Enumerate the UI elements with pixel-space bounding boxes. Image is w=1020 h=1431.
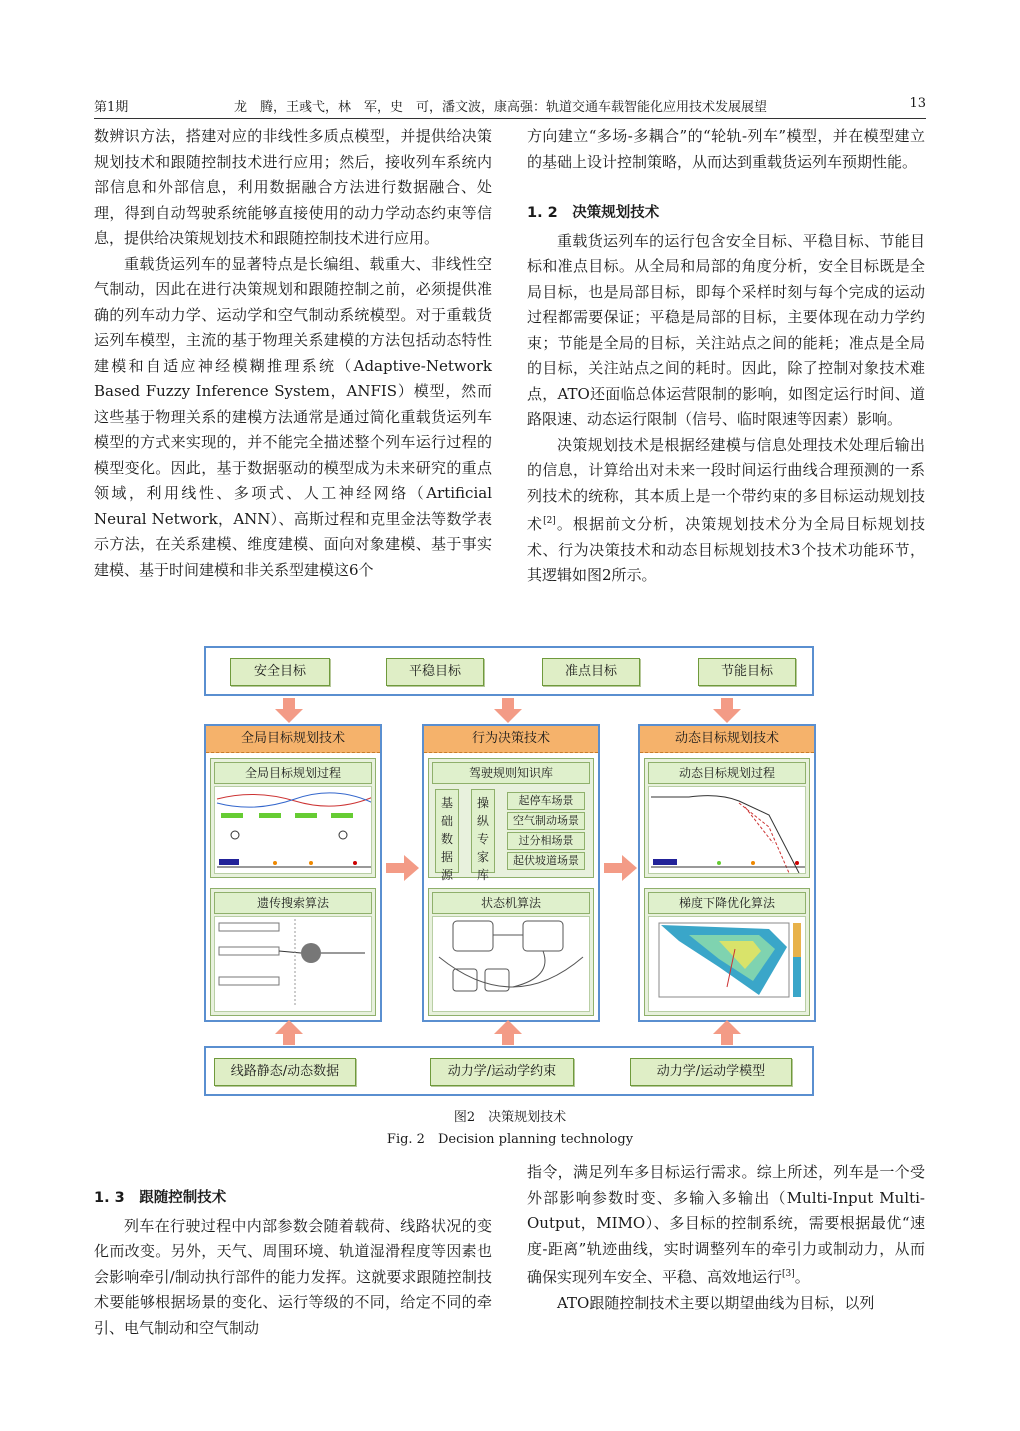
driving-rules-kb-title: 驾驶规则知识库 bbox=[432, 762, 590, 784]
input-line-data: 线路静态/动态数据 bbox=[214, 1058, 356, 1086]
citation-2: [2] bbox=[543, 516, 556, 526]
panel-global-planning bbox=[204, 724, 382, 1022]
bottom-left-paragraph: 列车在行驶过程中内部参数会随着载荷、线路状况的变化而改变。另外，天气、周围环境、轨道湿滑程度等因素也会影响牵引/制动执行部件的能力发挥。这就要求跟随控制技术要能够根据场景的变化、运行等级的不同，给定不同的牵引、电气制动和空气制动 bbox=[94, 1216, 492, 1337]
arrow-up-1 bbox=[274, 1020, 304, 1046]
goals-bar bbox=[204, 646, 814, 696]
bottom-left-column bbox=[94, 1186, 492, 1341]
gradient-descent-graphic bbox=[648, 916, 806, 1012]
global-planning-process-graphic bbox=[214, 786, 372, 874]
left-paragraph-1: 数辨识方法，搭建对应的非线性多质点模型，并提供给决策规划技术和跟随控制技术进行应用；然后，接收列车系统内部信息和外部信息，利用数据融合方法进行数据融合、处理，得到自动驾驶系统能够直接使用的动力学动态约束等信息，提供给决策规划技术和跟随控制技术进行应用。 bbox=[94, 127, 492, 247]
panel-dynamic-planning-title: 动态目标规划技术 bbox=[640, 726, 814, 753]
arrow-up-3 bbox=[712, 1020, 742, 1046]
dynamic-planning-process-title: 动态目标规划过程 bbox=[648, 762, 806, 784]
left-column bbox=[94, 124, 492, 583]
right-paragraph-1: 方向建立“多场-多耦合”的“轮轨-列车”模型，并在模型建立的基础上设计控制策略，从而达到重载货运列车预期性能。 bbox=[527, 127, 925, 171]
right-paragraph-3: 决策规划技术是根据经建模与信息处理技术处理后输出的信息，计算给出对未来一段时间运行曲线合理预测的一系列技术的统称，其本质上是一个带约束的多目标运动规划技术[2]。根据前文分析，决策规划技术分为全局目标规划技术、行为决策技术和动态目标规划技术3个技术功能环节，其逻辑如图2所示。 bbox=[527, 435, 925, 584]
dynamic-planning-process-box bbox=[644, 758, 810, 878]
panel-global-planning-title: 全局目标规划技术 bbox=[206, 726, 380, 753]
arrow-right-2 bbox=[604, 854, 638, 882]
authors-title: 龙 腾，王彧弋，林 军，史 可，潘文波，康高强：轨道交通车载智能化应用技术发展展望 bbox=[234, 100, 768, 115]
dynamic-planning-process-graphic bbox=[648, 786, 806, 874]
arrow-down-1 bbox=[274, 698, 304, 724]
goal-safety: 安全目标 bbox=[230, 658, 330, 686]
input-dynamics-model: 动力学/运动学模型 bbox=[630, 1058, 792, 1086]
bottom-right-column bbox=[527, 1160, 925, 1316]
right-paragraph-2: 重载货运列车的运行包含安全目标、平稳目标、节能目标和准点目标。从全局和局部的角度分析，安全目标既是全局目标，也是局部目标，即每个采样时刻与每个完成的运动过程都需要保证；平稳是局部的目标，主要体现在动力学约束；节能是全局的目标，关注站点之间的能耗；准点是全局的目标，关注站点之间的耗时。因此，除了控制对象技术难点，ATO还面临总体运营限制的影响，如图定运行时间、道路限速、动态运行限制（信号、临时限速等因素）影响。 bbox=[527, 231, 925, 428]
arrow-down-2 bbox=[493, 698, 523, 724]
arrow-down-3 bbox=[712, 698, 742, 724]
gradient-descent-box bbox=[644, 888, 810, 1016]
kb-scene-undulating-slope: 起伏坡道场景 bbox=[507, 852, 585, 870]
figure-caption-en: Fig. 2 Decision planning technology bbox=[386, 1132, 634, 1147]
header-rule bbox=[94, 118, 926, 119]
panel-dynamic-planning bbox=[638, 724, 816, 1022]
bottom-right-paragraph-2: ATO跟随控制技术主要以期望曲线为目标，以列 bbox=[557, 1293, 875, 1312]
state-machine-box bbox=[428, 888, 594, 1016]
genetic-search-title: 遗传搜索算法 bbox=[214, 892, 372, 914]
right-column bbox=[527, 124, 925, 589]
panel-behavior-decision-title: 行为决策技术 bbox=[424, 726, 598, 753]
global-planning-process-box bbox=[210, 758, 376, 878]
input-dynamics-constraints: 动力学/运动学约束 bbox=[430, 1058, 574, 1086]
goal-punctuality: 准点目标 bbox=[542, 658, 640, 686]
section-heading-1-2: 1. 2 决策规划技术 bbox=[527, 205, 660, 221]
driving-rules-kb-box bbox=[428, 758, 594, 882]
kb-scene-start-stop: 起停车场景 bbox=[507, 792, 585, 810]
inputs-bar bbox=[204, 1046, 814, 1096]
goal-stability: 平稳目标 bbox=[386, 658, 484, 686]
running-header bbox=[94, 96, 926, 118]
kb-scene-phase-separation: 过分相场景 bbox=[507, 832, 585, 850]
gradient-descent-title: 梯度下降优化算法 bbox=[648, 892, 806, 914]
kb-basic-data-source: 基础数据源 bbox=[435, 789, 459, 873]
global-planning-process-title: 全局目标规划过程 bbox=[214, 762, 372, 784]
left-paragraph-2: 重载货运列车的显著特点是长编组、载重大、非线性空气制动，因此在进行决策规划和跟随控制之前，必须提供准确的列车动力学、运动学和空气制动系统模型。对于重载货运列车模型，主流的基于物理关系建模的方法包括动态特性建模和自适应神经模糊推理系统（Adaptive-Network Based Fuzzy Inference System，ANFIS）模型，然而这些基于物理关系的建模方法通常是通过简化重载货运列车模型的方式来实现的，并不能完全描述整个列车运行过程的模型变化。因此，基于数据驱动的模型成为未来研究的重点领域，利用线性、多项式、人工神经网络（Artificial Neural Network，ANN）、高斯过程和克里金法等数学表示方法，在关系建模、维度建模、面向对象建模、基于事实建模、基于时间建模和非关系型建模这6个 bbox=[94, 254, 492, 579]
figure-2-diagram bbox=[204, 646, 816, 1096]
state-machine-title: 状态机算法 bbox=[432, 892, 590, 914]
page-number: 13 bbox=[909, 96, 926, 111]
citation-3: [3] bbox=[782, 1269, 795, 1279]
arrow-right-1 bbox=[386, 854, 420, 882]
issue-number: 第1期 bbox=[94, 100, 129, 115]
section-heading-1-3: 1. 3 跟随控制技术 bbox=[94, 1190, 227, 1206]
state-machine-graphic bbox=[432, 916, 590, 1012]
genetic-search-box bbox=[210, 888, 376, 1016]
panel-behavior-decision bbox=[422, 724, 600, 1022]
kb-scene-air-brake: 空气制动场景 bbox=[507, 812, 585, 830]
goal-energy: 节能目标 bbox=[698, 658, 796, 686]
genetic-search-graphic bbox=[214, 916, 372, 1012]
kb-expert-library: 操纵专家库 bbox=[471, 789, 495, 873]
bottom-right-paragraph-1: 指令，满足列车多目标运行需求。综上所述，列车是一个受外部影响参数时变、多输入多输出（Multi-Input Multi-Output，MIMO）、多目标的控制系统，需要根据最优“速度-距离”轨迹曲线，实时调整列车的牵引力或制动力，从而确保实现列车安全、平稳、高效地运行[3]。 bbox=[527, 1163, 925, 1286]
arrow-up-2 bbox=[493, 1020, 523, 1046]
figure-caption-cn: 图2 决策规划技术 bbox=[453, 1110, 567, 1125]
